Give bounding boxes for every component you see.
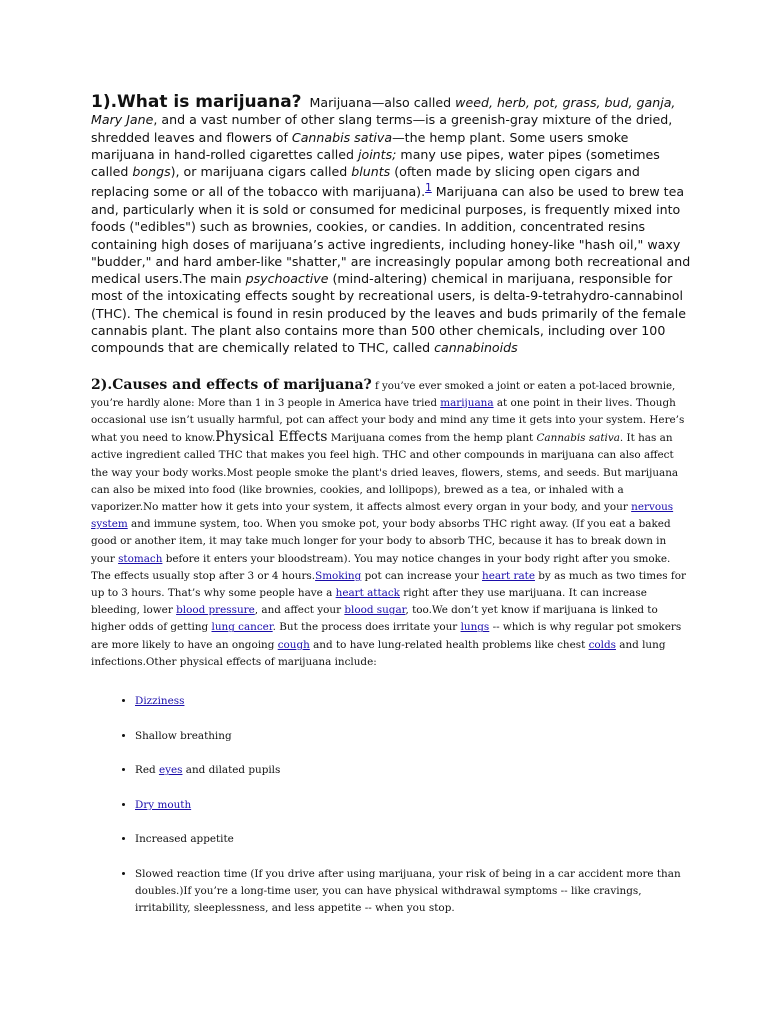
section2-text: f you’ve ever smoked a joint or eaten a pot-laced brownie, you’re hardly alone: More than 1 in 3 people in America have tried — [91, 380, 676, 409]
section1-italic: joints; — [357, 146, 397, 162]
section1-italic: cannabinoids — [434, 340, 518, 356]
footnote-link[interactable]: 1 — [425, 182, 432, 195]
section2-text: , and affect your — [254, 604, 345, 617]
section1-text: (mind-altering) chemical in marijuana, responsible for most of the intoxicating effects sought by recreational users, is delta-9-tetrahydro-cannabinol (THC). The chemical is found in resin produced by the leaves and buds primarily of the female cannabis plant. The plant also contains more than 500 other chemicals, including over 100 compounds that are chemically related to THC, called — [91, 271, 686, 356]
section2-text: -- which is why regular pot smokers are more likely to have an ongoing — [91, 621, 682, 651]
section2-text: pot can increase your — [361, 569, 482, 582]
section2-heading: 2).Causes and effects of marijuana? — [91, 376, 372, 393]
link-cough[interactable]: cough — [277, 638, 310, 651]
section2-text: Marijuana comes from the hemp plant — [327, 432, 537, 445]
section2-text: , too.We don’t yet know if marijuana is linked to higher odds of getting — [91, 604, 658, 634]
section2-text: by as much as two times for up to 3 hours. That’s why some people have a — [91, 569, 686, 600]
link-heart-attack[interactable]: heart attack — [335, 587, 400, 600]
section2-text: . But the process does irritate your — [272, 621, 461, 634]
section1-text: ), or marijuana cigars called — [170, 164, 352, 180]
section2-text: and to have lung-related health problems like chest — [309, 638, 589, 651]
section1-text: (often made by slicing open cigars and replacing some or all of the tobacco with marijuana). — [91, 164, 640, 200]
section1-text: Marijuana can also be used to brew tea and, particularly when it is sold or consumed for medicinal purposes, is frequently mixed into foods ("edibles") such as brownies, cookies, or candies. In addition, concentrated resins containing high doses of marijuana’s active ingredients, including honey-like "hash oil," waxy "budder," and hard amber-like "shatter," are increasingly popular among both recreational and medical users.The main — [91, 184, 691, 287]
section1-text: Marijuana—also called — [309, 95, 456, 110]
section1-text: —the hemp plant. Some users smoke marijuana in hand-rolled cigarettes called — [91, 129, 629, 162]
document-page — [91, 94, 691, 917]
link-lungs[interactable]: lungs — [460, 621, 490, 634]
section1-text: , and a vast number of other slang terms—is a greenish-gray mixture of the dried, shredded leaves and flowers of — [91, 112, 673, 145]
section1-italic: blunts — [351, 164, 391, 180]
link-colds[interactable]: colds — [588, 638, 616, 651]
link-blood-sugar[interactable]: blood sugar — [344, 604, 406, 617]
link-eyes[interactable]: eyes — [158, 764, 183, 777]
link-heart-rate[interactable]: heart rate — [482, 569, 535, 582]
list-item: • Slowed reaction time (If you drive after using marijuana, your risk of being in a car accident more than doubles.)If you’re a long-time user, you can have physical withdrawal symptoms -- like cravings, irritability, sleeplessness, and less appetite -- when you stop. — [135, 866, 691, 917]
section1-italic: weed, herb, pot, grass, bud, ganja, Mary Jane — [91, 95, 676, 128]
link-stomach[interactable]: stomach — [118, 552, 163, 565]
section2-text: right after they use marijuana. It can increase bleeding, lower — [91, 587, 647, 617]
link-smoking[interactable]: Smoking — [315, 569, 362, 582]
link-blood-pressure[interactable]: blood pressure — [176, 604, 255, 617]
section2-italic: Cannabis sativa — [536, 432, 620, 445]
section2-text: . It has an active ingredient called THC that makes you feel high. THC and other compounds in marijuana can also affect the way your body works.Most people smoke the plant's dried leaves, flowers, stems, and seeds. But marijuana can also be mixed into food (like brownies, cookies, and lollipops), brewed as a tea, or inhaled with a vaporizer.No matter how it gets into your system, it affects almost every organ in your body, and your — [91, 432, 679, 514]
list-item-text: and dilated pupils — [182, 764, 281, 777]
link-lung-cancer[interactable]: lung cancer — [211, 621, 273, 634]
section2-text: and lung infections.Other physical effects of marijuana include: — [91, 638, 666, 668]
section2-text: before it enters your bloodstream). You may notice changes in your body right after you smoke. The effects usually stop after 3 or 4 hours. — [91, 552, 671, 582]
physical-effects-list — [91, 693, 691, 917]
section1-heading: 1).What is marijuana? — [91, 92, 302, 112]
link-marijuana[interactable]: marijuana — [440, 396, 494, 409]
section1-italic: Cannabis sativa — [291, 129, 393, 145]
section-causes-and-effects — [91, 377, 691, 671]
section2-text: and immune system, too. When you smoke pot, your body absorbs THC right away. (If you eat a baked good or another item, it may take much longer for your body to absorb THC, because it has to break down in your — [91, 518, 671, 565]
physical-effects-heading: Physical Effects — [215, 429, 328, 446]
list-item: • Shallow breathing — [135, 728, 691, 745]
list-item — [135, 797, 691, 814]
section1-text: many use pipes, water pipes (sometimes called — [91, 146, 660, 180]
list-item-text: Red — [135, 764, 159, 777]
link-nervous-system[interactable]: nervous system — [91, 501, 674, 531]
section-what-is-marijuana — [91, 94, 691, 357]
list-item: • Increased appetite — [135, 831, 691, 848]
link-dry-mouth[interactable]: Dry mouth — [135, 798, 192, 811]
list-item — [135, 762, 691, 779]
section1-italic: bongs — [132, 164, 171, 180]
link-dizziness[interactable]: Dizziness — [135, 695, 185, 708]
section2-text: at one point in their lives. Though occasional use isn’t usually harmful, pot can affect your body and mind any time it gets into your system. Here’s what you need to know. — [91, 396, 685, 445]
list-item — [135, 693, 691, 710]
section1-italic: psychoactive — [245, 271, 329, 287]
